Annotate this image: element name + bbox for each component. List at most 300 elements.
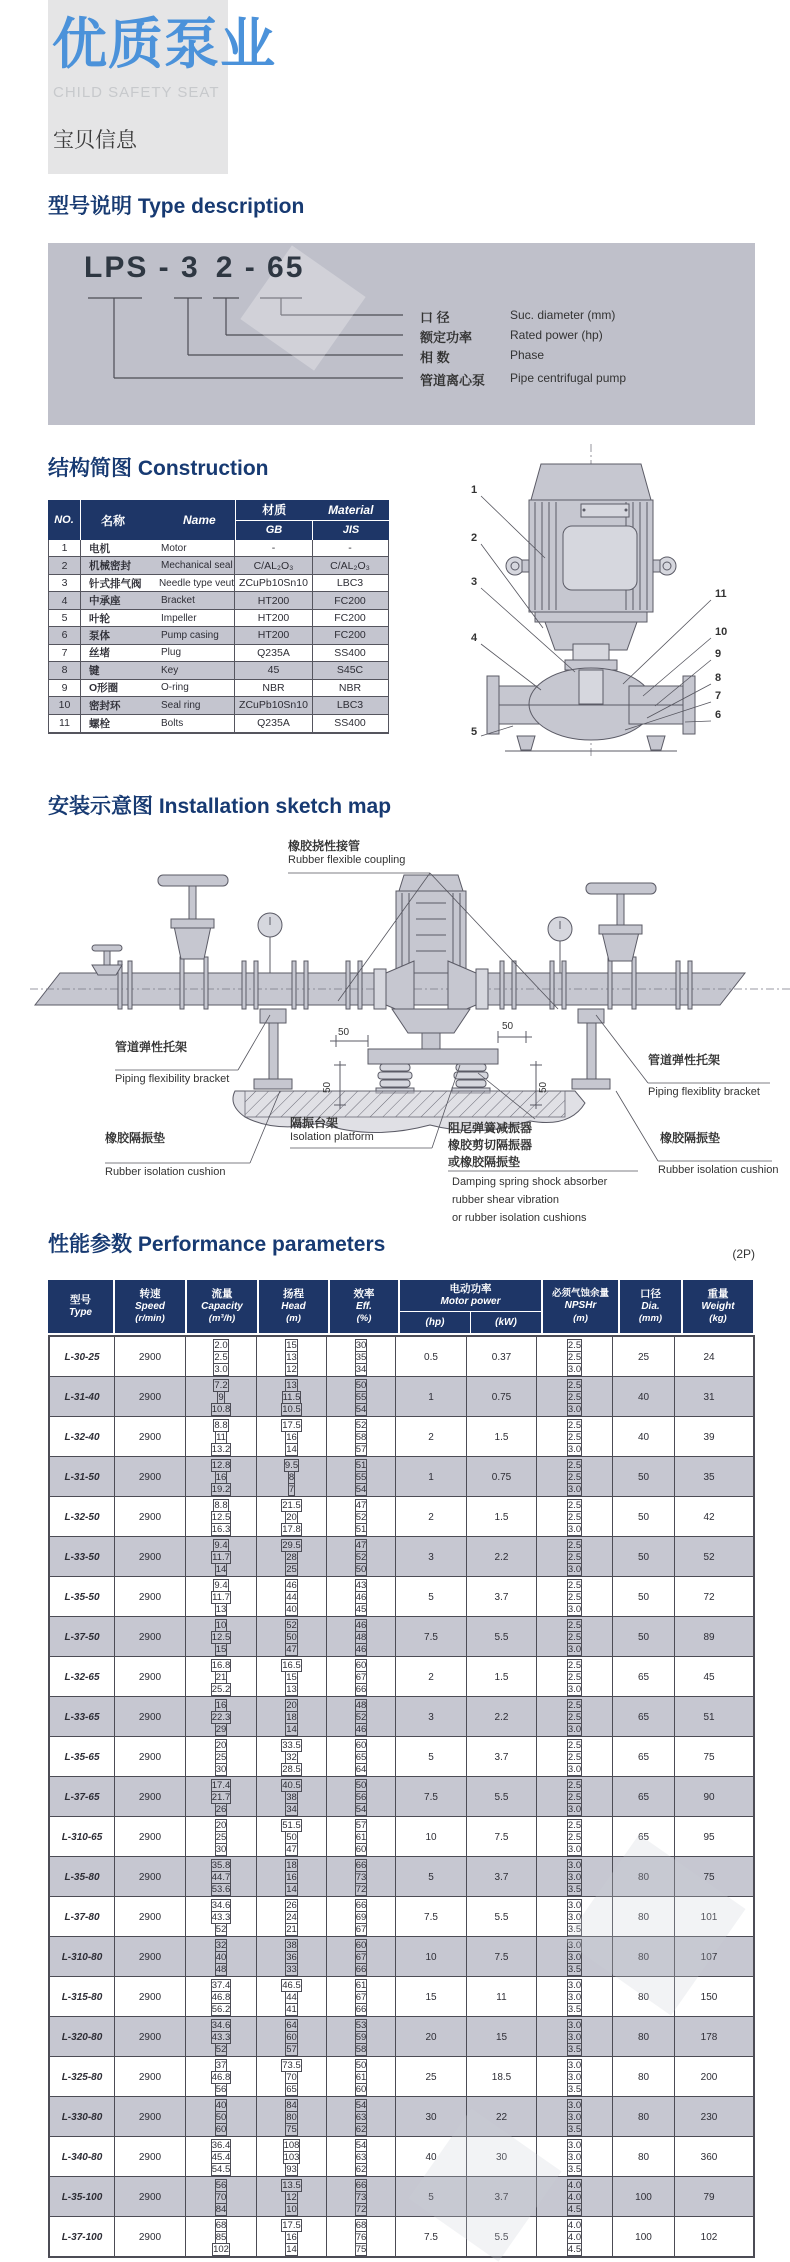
capacity bbox=[186, 2097, 257, 2137]
pump-callout-1: 1 bbox=[471, 484, 478, 496]
head-value: 16 bbox=[286, 1871, 297, 1883]
npshr-value: 3.5 bbox=[567, 2003, 582, 2015]
weight: 89 bbox=[703, 1631, 715, 1643]
head-value: 7 bbox=[288, 1483, 295, 1495]
capacity-value: 85 bbox=[215, 2231, 227, 2243]
efficiency bbox=[327, 1857, 396, 1897]
capacity-value: 25.2 bbox=[211, 1683, 231, 1695]
capacity-value: 25 bbox=[215, 1831, 227, 1843]
model-code bbox=[84, 251, 304, 285]
capacity-value: 20 bbox=[215, 1739, 227, 1751]
head-value: 17.5 bbox=[282, 1419, 301, 1431]
power-hp: 7.5 bbox=[396, 1617, 467, 1657]
efficiency-value: 54 bbox=[355, 1803, 367, 1815]
head-value: 18 bbox=[286, 1859, 297, 1871]
npshr-value: 2.5 bbox=[567, 1431, 582, 1443]
efficiency-value: 58 bbox=[355, 1431, 367, 1443]
power-hp: 7.5 bbox=[396, 2217, 467, 2257]
construction-row bbox=[49, 662, 388, 679]
npshr-value: 3.0 bbox=[567, 1403, 582, 1415]
model-type: L-37-80 bbox=[50, 1897, 115, 1937]
capacity-value: 46.8 bbox=[211, 1991, 231, 2003]
head bbox=[257, 1817, 327, 1857]
section-title-performance: 性能参数 Performance parameters bbox=[48, 1233, 386, 1256]
npshr-value: 2.5 bbox=[567, 1659, 582, 1671]
efficiency-value: 62 bbox=[355, 2163, 367, 2175]
power-hp: 7.5 bbox=[396, 1777, 467, 1817]
npshr-value: 2.5 bbox=[567, 1391, 582, 1403]
head-value: 108 bbox=[283, 2139, 300, 2151]
npshr bbox=[537, 1337, 613, 1377]
capacity bbox=[186, 1657, 257, 1697]
power-hp: 5 bbox=[396, 1737, 467, 1777]
power-hp: 3 bbox=[396, 1697, 467, 1737]
weight: 42 bbox=[703, 1511, 715, 1523]
part-name-en: Bolts bbox=[161, 717, 184, 729]
power-kw: 3.7 bbox=[467, 2177, 537, 2217]
part-no: 8 bbox=[49, 662, 81, 678]
efficiency bbox=[327, 2057, 396, 2097]
npshr-value: 3.0 bbox=[567, 2071, 582, 2083]
model-type: L-31-40 bbox=[50, 1377, 115, 1417]
head-value: 65 bbox=[286, 2083, 297, 2095]
capacity-value: 14 bbox=[215, 1563, 227, 1575]
material-jis: FC200 bbox=[334, 612, 366, 625]
efficiency bbox=[327, 2017, 396, 2057]
capacity-value: 3.0 bbox=[214, 1363, 228, 1375]
efficiency-value: 50 bbox=[355, 2059, 367, 2071]
diameter: 65 bbox=[613, 1657, 675, 1697]
head-value: 17.8 bbox=[282, 1523, 301, 1535]
diameter: 80 bbox=[613, 1897, 675, 1937]
type-row-en-diameter: Suc. diameter (mm) bbox=[510, 308, 616, 322]
efficiency bbox=[327, 1337, 396, 1377]
speed: 2900 bbox=[115, 1937, 186, 1977]
part-name-en: Needle type veut bbox=[158, 577, 234, 589]
capacity-value: 26 bbox=[215, 1803, 227, 1815]
performance-row bbox=[50, 1337, 753, 1377]
head-value: 8 bbox=[288, 1471, 295, 1483]
capacity bbox=[186, 1537, 257, 1577]
weight: 35 bbox=[703, 1471, 715, 1483]
col-name-en: Name bbox=[183, 513, 216, 527]
part-name-en: Seal ring bbox=[161, 699, 201, 711]
capacity-value: 19.2 bbox=[211, 1483, 231, 1495]
npshr-value: 3.0 bbox=[567, 1443, 582, 1455]
npshr-value: 2.5 bbox=[567, 1511, 582, 1523]
capacity bbox=[186, 1737, 257, 1777]
capacity-value: 32 bbox=[215, 1939, 227, 1951]
capacity-value: 7.2 bbox=[214, 1379, 228, 1391]
part-name-cn: 中承座 bbox=[89, 595, 121, 608]
type-row-en-phase: Phase bbox=[510, 348, 545, 362]
head-value: 21 bbox=[286, 1923, 297, 1935]
material-gb: ZCuPb10Sn10 bbox=[235, 697, 313, 713]
efficiency-value: 46 bbox=[355, 1591, 367, 1603]
model-type: L-33-50 bbox=[50, 1537, 115, 1577]
efficiency bbox=[327, 2097, 396, 2137]
efficiency-value: 60 bbox=[355, 1739, 367, 1751]
capacity-value: 52 bbox=[215, 2043, 227, 2055]
efficiency-value: 52 bbox=[355, 1711, 367, 1723]
material-gb: ZCuPb10Sn10 bbox=[235, 575, 313, 591]
head-value: 103 bbox=[283, 2151, 300, 2163]
capacity bbox=[186, 1417, 257, 1457]
npshr bbox=[537, 1617, 613, 1657]
installation-diagram bbox=[30, 833, 790, 1224]
power-hp: 2 bbox=[396, 1497, 467, 1537]
capacity bbox=[186, 1377, 257, 1417]
npshr-value: 2.5 bbox=[567, 1791, 582, 1803]
npshr-value: 3.0 bbox=[567, 2111, 582, 2123]
speed: 2900 bbox=[115, 1577, 186, 1617]
brand-title: 优质泵业 bbox=[52, 13, 277, 75]
part-name-cn: 键 bbox=[89, 664, 100, 677]
performance-row bbox=[50, 1617, 753, 1657]
construction-row bbox=[49, 627, 388, 644]
efficiency-value: 57 bbox=[355, 1443, 367, 1455]
efficiency-value: 35 bbox=[355, 1351, 367, 1363]
weight: 75 bbox=[703, 1751, 715, 1763]
efficiency-value: 56 bbox=[355, 1791, 367, 1803]
capacity-value: 30 bbox=[215, 1763, 227, 1775]
pump-callout-5: 5 bbox=[471, 726, 478, 738]
head bbox=[257, 1857, 327, 1897]
speed: 2900 bbox=[115, 1617, 186, 1657]
model-type: L-31-50 bbox=[50, 1457, 115, 1497]
power-hp: 10 bbox=[396, 1937, 467, 1977]
head-value: 73.5 bbox=[282, 2059, 301, 2071]
col-material-cn: 材质 bbox=[262, 503, 287, 518]
efficiency-value: 55 bbox=[355, 1391, 367, 1403]
power-hp: 5 bbox=[396, 2177, 467, 2217]
diameter: 80 bbox=[613, 1937, 675, 1977]
head bbox=[257, 1657, 327, 1697]
model-type: L-33-65 bbox=[50, 1697, 115, 1737]
part-name-cn: 泵体 bbox=[89, 629, 110, 642]
head-value: 12 bbox=[286, 1363, 297, 1375]
head bbox=[257, 1337, 327, 1377]
efficiency-value: 47 bbox=[355, 1499, 367, 1511]
label-damper-en3: or rubber isolation cushions bbox=[452, 1212, 587, 1224]
npshr-value: 2.5 bbox=[567, 1379, 582, 1391]
label-coupling-cn: 橡胶挠性接管 bbox=[288, 839, 361, 853]
efficiency-value: 52 bbox=[355, 1551, 367, 1563]
construction-row bbox=[49, 610, 388, 627]
head-value: 21.5 bbox=[282, 1499, 301, 1511]
speed: 2900 bbox=[115, 1777, 186, 1817]
material-gb: Q235A bbox=[235, 715, 313, 732]
power-kw: 22 bbox=[467, 2097, 537, 2137]
npshr-value: 2.5 bbox=[567, 1631, 582, 1643]
model-type: L-30-25 bbox=[50, 1337, 115, 1377]
npshr-value: 4.0 bbox=[567, 2191, 582, 2203]
efficiency-value: 61 bbox=[355, 1979, 367, 1991]
efficiency bbox=[327, 1737, 396, 1777]
capacity bbox=[186, 1937, 257, 1977]
npshr-value: 2.5 bbox=[567, 1831, 582, 1843]
capacity bbox=[186, 2177, 257, 2217]
performance-row bbox=[50, 2137, 753, 2177]
capacity-value: 9.4 bbox=[214, 1539, 228, 1551]
part-name-en: Motor bbox=[161, 542, 187, 554]
head bbox=[257, 1737, 327, 1777]
capacity-value: 37 bbox=[215, 2059, 227, 2071]
efficiency-value: 66 bbox=[355, 1683, 367, 1695]
head-value: 16 bbox=[286, 2231, 297, 2243]
efficiency bbox=[327, 1937, 396, 1977]
capacity-value: 16.8 bbox=[211, 1659, 231, 1671]
model-type: L-35-80 bbox=[50, 1857, 115, 1897]
capacity-value: 15 bbox=[215, 1643, 227, 1655]
capacity-value: 56 bbox=[215, 2179, 227, 2191]
model-type: L-315-80 bbox=[50, 1977, 115, 2017]
col-eff: 效率 Eff. (%) bbox=[330, 1280, 398, 1333]
efficiency bbox=[327, 1577, 396, 1617]
npshr bbox=[537, 2057, 613, 2097]
capacity-value: 10.8 bbox=[211, 1403, 231, 1415]
weight: 72 bbox=[703, 1591, 715, 1603]
diameter: 100 bbox=[613, 2177, 675, 2217]
efficiency-value: 67 bbox=[355, 1923, 367, 1935]
head-value: 13 bbox=[286, 1683, 297, 1695]
part-no: 3 bbox=[49, 575, 81, 591]
head bbox=[257, 1377, 327, 1417]
npshr bbox=[537, 1777, 613, 1817]
power-hp: 2 bbox=[396, 1417, 467, 1457]
model-type: L-37-65 bbox=[50, 1777, 115, 1817]
npshr-value: 2.5 bbox=[567, 1751, 582, 1763]
npshr bbox=[537, 1457, 613, 1497]
performance-row bbox=[50, 2057, 753, 2097]
part-name-en: Mechanical seal bbox=[161, 560, 233, 572]
head-value: 33.5 bbox=[282, 1739, 301, 1751]
npshr-value: 3.0 bbox=[567, 1991, 582, 2003]
efficiency-value: 60 bbox=[355, 1843, 367, 1855]
label-damper-cn2: 橡胶剪切隔振器 bbox=[448, 1138, 533, 1152]
power-kw: 5.5 bbox=[467, 1777, 537, 1817]
model-type: L-320-80 bbox=[50, 2017, 115, 2057]
head bbox=[257, 2017, 327, 2057]
efficiency-value: 63 bbox=[355, 2111, 367, 2123]
speed: 2900 bbox=[115, 2137, 186, 2177]
performance-row bbox=[50, 1577, 753, 1617]
head-value: 15 bbox=[286, 1671, 297, 1683]
npshr-value: 3.0 bbox=[567, 1523, 582, 1535]
efficiency-value: 65 bbox=[355, 1751, 367, 1763]
diameter: 50 bbox=[613, 1457, 675, 1497]
performance-row bbox=[50, 1417, 753, 1457]
head-value: 12 bbox=[286, 2191, 297, 2203]
npshr bbox=[537, 1577, 613, 1617]
material-gb: HT200 bbox=[235, 627, 313, 643]
construction-row bbox=[49, 575, 388, 592]
label-cushion-right-en: Rubber isolation cushion bbox=[658, 1164, 779, 1176]
head-value: 41 bbox=[286, 2003, 297, 2015]
speed: 2900 bbox=[115, 1497, 186, 1537]
part-no: 4 bbox=[49, 592, 81, 608]
head-value: 13 bbox=[286, 1379, 297, 1391]
capacity-value: 50 bbox=[215, 2111, 227, 2123]
npshr-value: 3.0 bbox=[567, 2139, 582, 2151]
efficiency bbox=[327, 1657, 396, 1697]
head-value: 14 bbox=[286, 1443, 297, 1455]
model-type: L-32-65 bbox=[50, 1657, 115, 1697]
npshr bbox=[537, 1977, 613, 2017]
part-name-cn: 丝堵 bbox=[89, 647, 110, 660]
diameter: 80 bbox=[613, 2097, 675, 2137]
npshr bbox=[537, 1737, 613, 1777]
capacity-value: 29 bbox=[215, 1723, 227, 1735]
part-name-en: Key bbox=[161, 664, 179, 676]
diameter: 65 bbox=[613, 1737, 675, 1777]
model-type: L-32-50 bbox=[50, 1497, 115, 1537]
material-jis: NBR bbox=[338, 681, 362, 694]
head bbox=[257, 2057, 327, 2097]
model-code-left: LPS - 3 bbox=[84, 251, 200, 284]
head-value: 40 bbox=[286, 1603, 297, 1615]
construction-table-body bbox=[48, 540, 389, 734]
col-dia: 口径 Dia. (mm) bbox=[620, 1280, 681, 1333]
npshr-value: 3.5 bbox=[567, 2123, 582, 2135]
efficiency-value: 66 bbox=[355, 1963, 367, 1975]
npshr-value: 4.5 bbox=[567, 2203, 582, 2215]
diameter: 50 bbox=[613, 1497, 675, 1537]
head-value: 84 bbox=[286, 2099, 297, 2111]
capacity-value: 54.5 bbox=[211, 2163, 231, 2175]
power-kw: 1.5 bbox=[467, 1497, 537, 1537]
material-gb: C/AL₂O₃ bbox=[235, 557, 313, 573]
power-kw: 1.5 bbox=[467, 1657, 537, 1697]
weight: 107 bbox=[700, 1951, 718, 1963]
model-type: L-35-100 bbox=[50, 2177, 115, 2217]
material-jis: LBC3 bbox=[336, 577, 364, 590]
material-jis: LBC3 bbox=[336, 699, 364, 712]
npshr-value: 2.5 bbox=[567, 1711, 582, 1723]
part-no: 7 bbox=[49, 645, 81, 661]
diameter: 40 bbox=[613, 1377, 675, 1417]
speed: 2900 bbox=[115, 1817, 186, 1857]
label-damper-cn3: 或橡胶隔振垫 bbox=[448, 1155, 521, 1169]
performance-row bbox=[50, 1377, 753, 1417]
label-platform-cn: 隔振台架 bbox=[290, 1116, 339, 1130]
speed: 2900 bbox=[115, 1337, 186, 1377]
power-hp: 30 bbox=[396, 2097, 467, 2137]
head-value: 20 bbox=[286, 1511, 297, 1523]
material-gb: Q235A bbox=[235, 645, 313, 661]
performance-row bbox=[50, 2017, 753, 2057]
efficiency bbox=[327, 1617, 396, 1657]
pump-drawing bbox=[395, 438, 790, 760]
weight: 24 bbox=[703, 1351, 715, 1363]
label-damper-en2: rubber shear vibration bbox=[452, 1194, 560, 1206]
capacity-value: 40 bbox=[215, 1951, 227, 1963]
speed: 2900 bbox=[115, 1377, 186, 1417]
material-jis: C/AL₂O₃ bbox=[330, 559, 370, 572]
capacity bbox=[186, 1817, 257, 1857]
efficiency-value: 45 bbox=[355, 1603, 367, 1615]
capacity-value: 53.6 bbox=[211, 1883, 231, 1895]
part-name-cn: 针式排气阀 bbox=[89, 577, 142, 590]
npshr-value: 3.5 bbox=[567, 1963, 582, 1975]
head-value: 15 bbox=[286, 1339, 297, 1351]
efficiency-value: 67 bbox=[355, 1951, 367, 1963]
efficiency-value: 46 bbox=[355, 1643, 367, 1655]
weight: 178 bbox=[700, 2031, 718, 2043]
performance-row bbox=[50, 1457, 753, 1497]
power-kw: 5.5 bbox=[467, 1897, 537, 1937]
col-no: NO. bbox=[48, 500, 81, 540]
head-value: 75 bbox=[286, 2123, 297, 2135]
part-no: 9 bbox=[49, 680, 81, 696]
efficiency-value: 61 bbox=[355, 2071, 367, 2083]
capacity-value: 11.7 bbox=[212, 1591, 230, 1603]
capacity-value: 70 bbox=[215, 2191, 227, 2203]
efficiency-value: 66 bbox=[355, 2003, 367, 2015]
part-name bbox=[81, 575, 235, 591]
npshr-value: 3.5 bbox=[567, 2083, 582, 2095]
npshr-value: 2.5 bbox=[567, 1339, 582, 1351]
type-row-cn-diameter: 口 径 bbox=[420, 310, 450, 325]
diameter: 80 bbox=[613, 1977, 675, 2017]
npshr-value: 3.0 bbox=[567, 2031, 582, 2043]
npshr bbox=[537, 1417, 613, 1457]
head bbox=[257, 1777, 327, 1817]
power-kw: 2.2 bbox=[467, 1537, 537, 1577]
speed: 2900 bbox=[115, 1457, 186, 1497]
weight: 360 bbox=[700, 2151, 718, 2163]
capacity-value: 12.5 bbox=[211, 1511, 231, 1523]
label-bracket-left-en: Piping flexibility bracket bbox=[115, 1073, 230, 1085]
efficiency-value: 50 bbox=[355, 1379, 367, 1391]
power-kw: 7.5 bbox=[467, 1937, 537, 1977]
pump-callout-7: 7 bbox=[715, 690, 722, 702]
capacity-value: 9.4 bbox=[214, 1579, 228, 1591]
head-value: 80 bbox=[286, 2111, 297, 2123]
part-name-en: Pump casing bbox=[161, 629, 219, 641]
col-name bbox=[81, 500, 236, 540]
speed: 2900 bbox=[115, 1417, 186, 1457]
head-value: 24 bbox=[286, 1911, 297, 1923]
weight: 75 bbox=[703, 1871, 715, 1883]
power-kw: 18.5 bbox=[467, 2057, 537, 2097]
material-jis: - bbox=[348, 542, 352, 555]
label-bracket-right-en: Piping flexiblity bracket bbox=[648, 1086, 760, 1098]
power-kw: 5.5 bbox=[467, 1617, 537, 1657]
type-row-cn-phase: 相 数 bbox=[420, 350, 450, 365]
power-hp: 1 bbox=[396, 1377, 467, 1417]
head-value: 33 bbox=[286, 1963, 297, 1975]
npshr-value: 3.0 bbox=[567, 1763, 582, 1775]
diameter: 25 bbox=[613, 1337, 675, 1377]
diameter: 65 bbox=[613, 1777, 675, 1817]
npshr bbox=[537, 1817, 613, 1857]
npshr bbox=[537, 2017, 613, 2057]
head-value: 50 bbox=[286, 1831, 297, 1843]
efficiency-value: 34 bbox=[355, 1363, 367, 1375]
capacity-value: 8.8 bbox=[214, 1419, 228, 1431]
weight: 200 bbox=[700, 2071, 718, 2083]
capacity bbox=[186, 2137, 257, 2177]
material-gb: - bbox=[235, 540, 313, 556]
type-row-cn-pump: 管道离心泵 bbox=[420, 373, 486, 388]
pump-callout-6: 6 bbox=[715, 709, 722, 721]
head-value: 26 bbox=[286, 1899, 297, 1911]
capacity-value: 37.4 bbox=[211, 1979, 231, 1991]
capacity bbox=[186, 1497, 257, 1537]
performance-row bbox=[50, 1537, 753, 1577]
head-value: 17.5 bbox=[282, 2219, 301, 2231]
